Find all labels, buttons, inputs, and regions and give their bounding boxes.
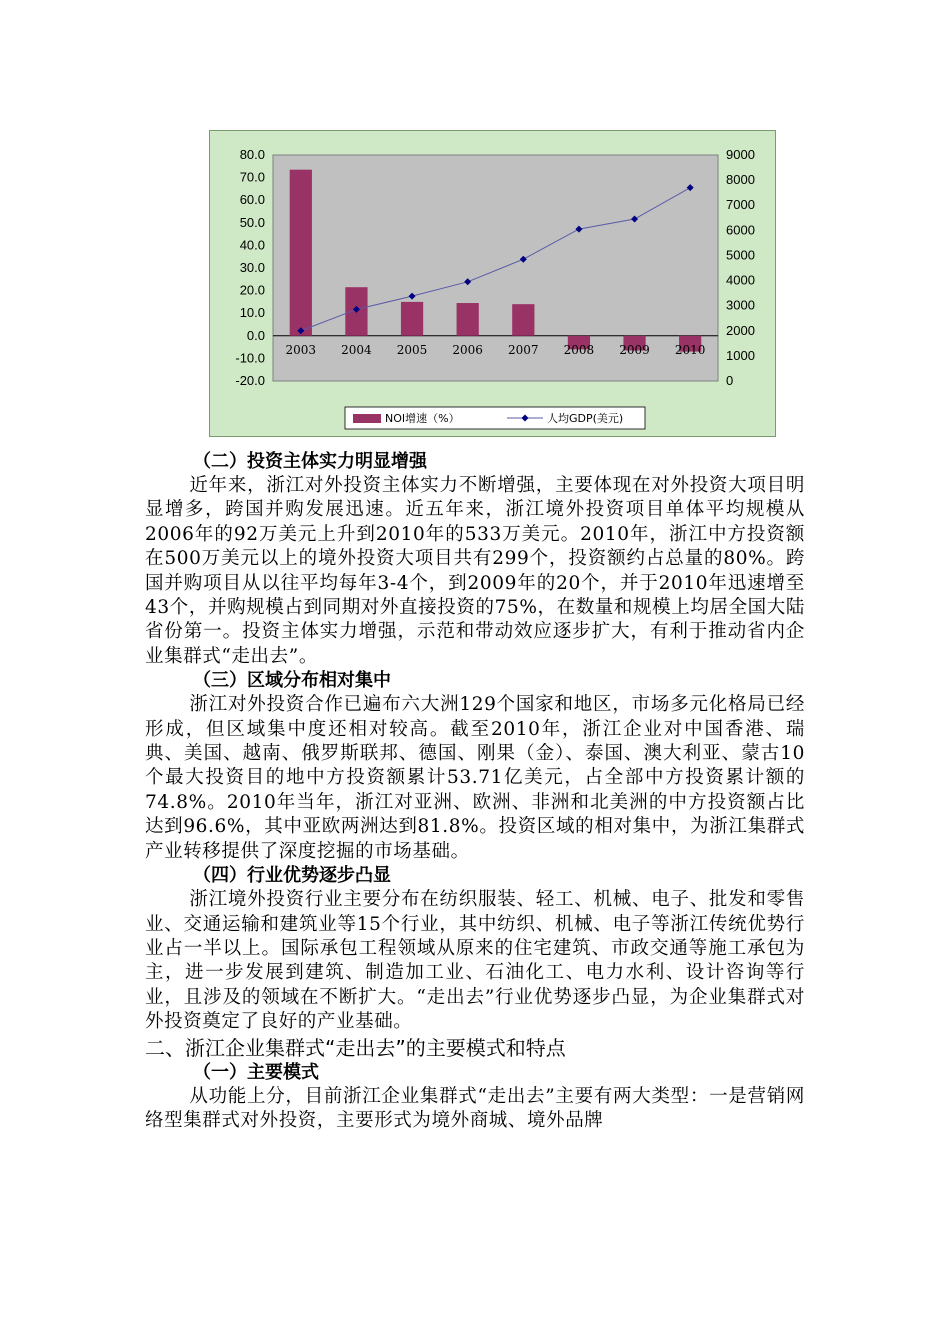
y-left-tick-label: 10.0 xyxy=(239,305,265,321)
y-left-tick-label: -10.0 xyxy=(235,350,265,366)
legend-bar-label: NOI增速（%） xyxy=(385,412,460,425)
y-left-tick-label: -20.0 xyxy=(235,373,265,388)
chapter-2-sub1-body: 从功能上分，目前浙江企业集群式“走出去”主要有两大类型：一是营销网络型集群式对外投资，主要形式为境外商城、境外品牌 xyxy=(145,1085,805,1131)
x-tick-label: 2007 xyxy=(508,342,539,357)
y-right-tick-label: 4000 xyxy=(726,272,755,288)
y-left-tick-label: 60.0 xyxy=(239,192,265,208)
x-tick-label: 2010 xyxy=(674,342,706,357)
legend-bar-swatch xyxy=(353,414,381,423)
plot-area xyxy=(273,155,718,381)
x-tick-label: 2006 xyxy=(452,342,483,357)
y-right-tick-label: 7000 xyxy=(726,197,755,213)
y-right-tick-label: 1000 xyxy=(726,347,755,363)
y-right-tick-label: 6000 xyxy=(726,222,755,238)
y-right-tick-label: 5000 xyxy=(726,247,755,263)
y-left-tick-label: 20.0 xyxy=(239,282,265,298)
body-text xyxy=(145,450,805,1133)
x-tick-label: 2009 xyxy=(619,342,650,357)
x-tick-label: 2004 xyxy=(341,342,372,357)
y-left-tick-label: 30.0 xyxy=(239,260,265,275)
bar-2006 xyxy=(457,303,479,336)
bar-2003 xyxy=(290,170,312,336)
section-2-title: （二）投资主体实力明显增强 xyxy=(193,451,427,472)
chart-panel xyxy=(209,130,776,437)
y-right-tick-label: 0 xyxy=(726,373,734,388)
y-left-tick-label: 0.0 xyxy=(246,327,265,343)
y-left-tick-label: 70.0 xyxy=(239,169,265,185)
chapter-2-heading: 二、浙江企业集群式“走出去”的主要模式和特点 xyxy=(145,1035,566,1060)
chapter-2-sub1-title: （一）主要模式 xyxy=(193,1061,319,1083)
y-left-tick-label: 40.0 xyxy=(239,237,265,253)
y-right-tick-label: 3000 xyxy=(726,297,755,313)
section-4-body: 浙江境外投资行业主要分布在纺织服装、轻工、机械、电子、批发和零售业、交通运输和建筑业等15个行业，其中纺织、机械、电子等浙江传统优势行业占一半以上。国际承包工程领域从原来的住宅建筑、市政交通等施工承包为主，进一步发展到建筑、制造加工业、石油化工、电力水利、设计咨询等行业，且涉及的领域在不断扩大。“走出去”行业优势逐步凸显，为企业集群式对外投资奠定了良好的产业基础。 xyxy=(145,889,805,1033)
x-tick-label: 2005 xyxy=(396,342,428,357)
section-3-body: 浙江对外投资合作已遍布六大洲129个国家和地区，市场多元化格局已经形成，但区域集中度还相对较高。截至2010年，浙江企业对中国香港、瑞典、美国、越南、俄罗斯联邦、德国、刚果（金）、泰国、澳大利亚、蒙古10个最大投资目的地中方投资额累计53.71亿美元，占全部中方投资累计额的74.8%。2010年当年，浙江对亚洲、欧洲、非洲和北美洲的中方投资额占比达到96.6%，其中亚欧两洲达到81.8%。投资区域的相对集中，为浙江集群式产业转移提供了深度挖掘的市场基础。 xyxy=(145,694,805,862)
noi-gdp-chart xyxy=(210,131,775,436)
x-tick-label: 2008 xyxy=(563,342,595,357)
y-right-tick-label: 9000 xyxy=(726,147,755,162)
section-3-title: （三）区域分布相对集中 xyxy=(193,670,391,692)
y-right-tick-label: 2000 xyxy=(726,322,755,338)
y-left-tick-label: 50.0 xyxy=(239,214,265,230)
legend-line-label: 人均GDP(美元) xyxy=(547,412,624,425)
bar-2007 xyxy=(512,304,534,336)
section-4-title: （四）行业优势逐步凸显 xyxy=(193,865,391,887)
y-left-tick-label: 80.0 xyxy=(239,147,265,162)
x-tick-label: 2003 xyxy=(285,342,317,357)
bar-2005 xyxy=(401,302,423,336)
section-2-body: 近年来，浙江对外投资主体实力不断增强，主要体现在对外投资大项目明显增多，跨国并购发展迅速。近五年来，浙江境外投资项目单体平均规模从2006年的92万美元上升到2010年的533万美元。2010年，浙江中方投资额在500万美元以上的境外投资大项目共有299个，投资额约占总量的80%。跨国并购项目从以往平均每年3-4个，到2009年的20个，并于2010年迅速增至43个，并购规模占到同期对外直接投资的75%，在数量和规模上均居全国大陆省份第一。投资主体实力增强，示范和带动效应逐步扩大，有利于推动省内企业集群式“走出去”。 xyxy=(145,475,805,667)
y-right-tick-label: 8000 xyxy=(726,172,755,188)
